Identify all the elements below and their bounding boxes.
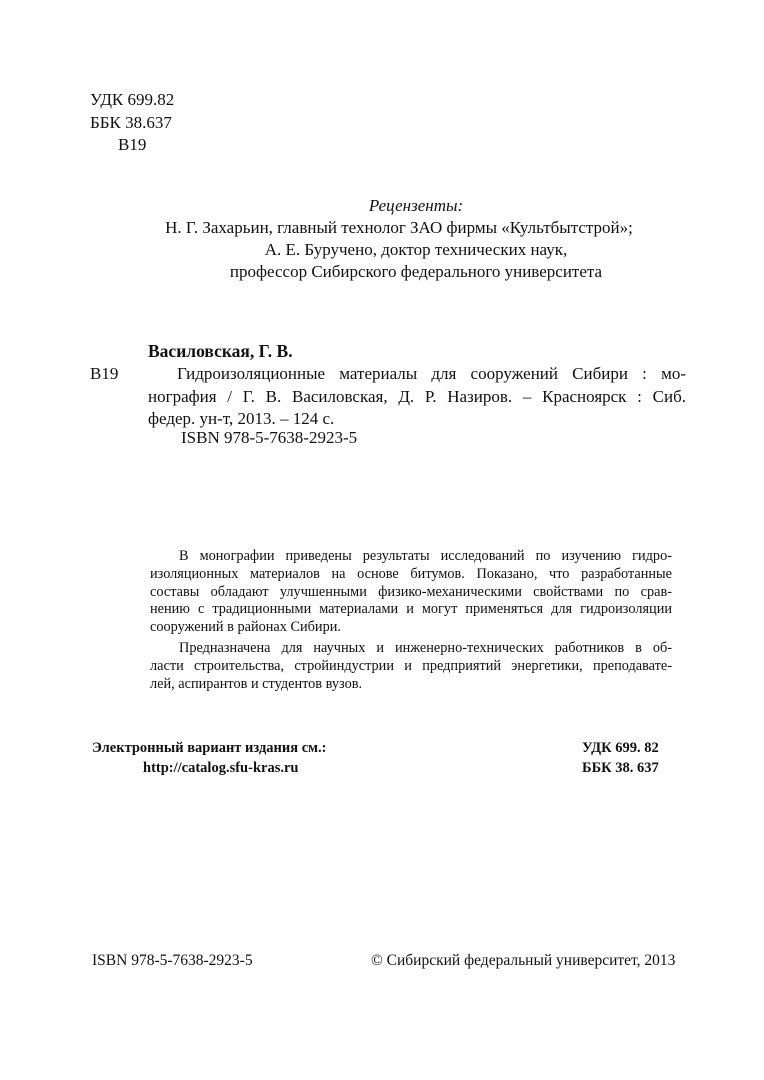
annotation-line: нению с традиционными материалами и могут применяться для гидроизоляции [150, 601, 672, 618]
annotation [150, 548, 672, 693]
description-line: федер. ун-т, 2013. – 124 с. [148, 409, 335, 429]
author-mark: В19 [118, 135, 147, 154]
description-line: Гидроизоляционные материалы для сооружений Сибири : мо- [177, 364, 686, 383]
footer-isbn: ISBN 978-5-7638-2923-5 [92, 952, 253, 969]
annotation-line: Предназначена для научных и инженерно-технических работников в об- [179, 639, 672, 656]
annotation-line: лей, аспирантов и студентов вузов. [150, 675, 363, 692]
bibliographic-mark: В19 [90, 364, 119, 383]
electronic-bbk: ББК 38. 637 [582, 760, 659, 776]
electronic-version-label: Электронный вариант издания см.: [92, 740, 327, 756]
reviewer-item: профессор Сибирского федерального университета [229, 262, 603, 281]
annotation-line: В монографии приведены результаты исследований по изучению гидро- [179, 548, 672, 564]
bbk-code: ББК 38.637 [90, 112, 172, 132]
description-line: нография / Г. В. Василовская, Д. Р. Назиров. – Красноярск : Сиб. [148, 386, 686, 406]
annotation-line: составы обладают улучшенными физико-механическими свойствами по срав- [150, 583, 672, 600]
reviewer-item: А. Е. Буручено, доктор технических наук, [264, 240, 568, 259]
classification-codes [90, 89, 174, 157]
catalog-link[interactable]: http://catalog.sfu-kras.ru [143, 760, 299, 776]
bibliographic-description [148, 363, 686, 431]
electronic-udk: УДК 699. 82 [582, 740, 659, 756]
udk-code: УДК 699.82 [90, 90, 175, 109]
copyright-notice: © Сибирский федеральный университет, 2013 [371, 952, 676, 969]
isbn-entry: ISBN 978-5-7638-2923-5 [181, 428, 358, 447]
annotation-line: сооружений в районах Сибири. [150, 619, 341, 636]
annotation-line: изоляционных материалов на основе битумов. Показано, что разработанные [150, 565, 672, 582]
reviewer-item: Н. Г. Захарьин, главный технолог ЗАО фирмы «Культбытстрой»; [165, 218, 633, 237]
author-heading: Василовская, Г. В. [148, 341, 293, 361]
reviewers-block [0, 195, 764, 283]
annotation-line: ласти строительства, стройиндустрии и предприятий энергетики, преподавате- [150, 657, 672, 674]
reviewers-title: Рецензенты: [368, 196, 464, 215]
